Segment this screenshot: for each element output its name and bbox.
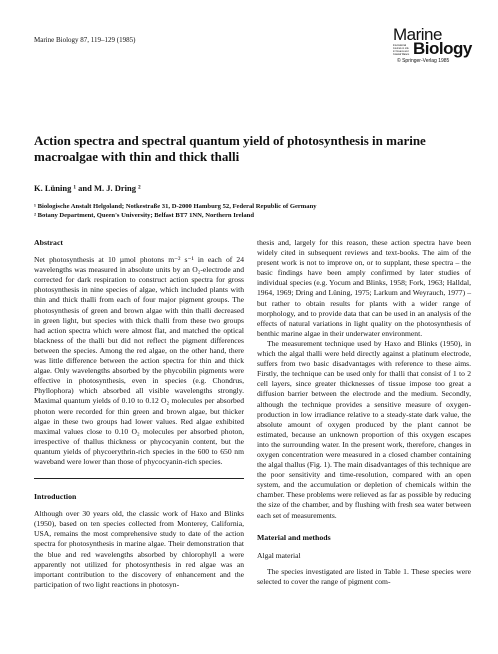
copyright-line: © Springer-Verlag 1985 [397,58,450,64]
logo-word-marine: Marine [393,25,442,44]
abstract-heading: Abstract [34,238,64,247]
logo-word-biology: Biology [413,39,472,58]
affiliations [34,202,474,220]
methods-text: The species investigated are listed in Table 1. These species were selected to cover the range of pigment com- [257,566,471,586]
introduction-heading: Introduction [34,492,77,502]
section-divider [34,478,244,479]
abstract-text: Net photosynthesis at 10 µmol photons m⁻² s⁻¹ in each of 24 wavelengths was measured in absolute units by an O₂-electrode and corrected for dark respiration to construct action spectra for gross photosynthesis in nine species of algae, which included plants with thin and thick thalli from each of four major pigment groups. The photosynthesis of green and brown algae with thin thalli decreased in green light, but species with thick thalli from these two groups had action spectra which were almost flat, and matched the optical blackness of the thalli but did not reflect the pigment differences between the species. Among the red algae, on the other hand, there was little difference between the action spectra for thin and thick algae. Only wavelengths absorbed by the phycobilin pigments were effective in photosynthesis, even in species (e.g. Chondrus, Phyllophora) which absorbed all visible wavelengths strongly. Maximal quantum yields of 0.10 to 0.12 O₂ molecules per absorbed photon were recorded for thin green and brown algae, but thicker algae in these two groups had lower values. Red algae exhibited maximal values close to 0.10 O₂ molecules per absorbed photon, irrespective of thallus thickness or phycocyanin content, but the quantum yields of phycoerythrin-rich species in the 600 to 650 nm waveband were lower than those of phycocyanin-rich species. [34,255,244,466]
logo-tagline: International Journal on Life in Oceans and Coastal Waters [393,44,410,56]
article-authors: K. Lüning ¹ and M. J. Dring ² [34,183,141,193]
journal-logo [393,25,473,64]
body-paragraph-1: thesis and, largely for this reason, these action spectra have been widely cited in subsequent reviews and text-books. The aim of the present work is not to improve on, or to supplant, these spectra – the basic findings have been amply confirmed by later studies of individual species (e.g. Yocum and Blinks, 1958; Fork, 1963; Halldal, 1964, 1969; Dring and Lüning, 1975; Larkum and Weyrauch, 1977) – but rather to obtain results for plants with a wider range of morphology, and to provide data that can be used in an analysis of the effects of natural variations in light quality on the photosynthesis of benthic marine algae in their underwater environment. [257,238,471,338]
methods-subheading: Algal material [257,550,301,560]
methods-heading: Material and methods [257,532,331,542]
introduction-text: Although over 30 years old, the classic work of Haxo and Blinks (1950), based on ten species collected from Monterey, California, USA, remains the most comprehensive study to date of the action spectra for photosynthesis in marine algae. Their demonstration that the blue and red wavelengths absorbed by chlorophyll a were apparently not utilized for photosynthesis in red algae was an important contribution to the discovery of enhancement and the participation of two light reactions in photosyn- [34,509,244,589]
journal-citation: Marine Biology 87, 119–129 (1985) [34,36,136,44]
right-column [257,238,471,587]
affiliation-1: ¹ Biologische Anstalt Helgoland; Notkestraße 31, D-2000 Hamburg 52, Federal Republic of Germany [34,203,317,210]
left-column [34,238,244,590]
affiliation-2: ² Botany Department, Queen's University; Belfast BT7 1NN, Northern Ireland [34,212,254,219]
body-paragraph-2: The measurement technique used by Haxo and Blinks (1950), in which the algal thalli were held directly against a platinum electrode, suffers from two basic disadvantages with reference to these aims. Firstly, the technique can be used only for thalli that consist of 1 to 2 cell layers, since greater thicknesses of tissue impose too great a diffusion barrier between the electrode and the medium. Secondly, although the technique provides a sensitive measure of oxygen-production in low irradiance relative to a steady-state dark value, the absolute amount of oxygen produced by the plant cannot be estimated, because an unknown proportion of this oxygen escapes into the surrounding water. In the present work, therefore, changes in oxygen concentration were measured in a closed chamber containing the algal thallus (Fig. 1). The main disadvantages of this technique are the poor sensitivity and time-resolution, compared with an open system, and the accumulation or depletion of chemicals within the chamber. These problems were relieved as far as possible by reducing the size of the chamber, and by flushing with fresh sea water between each set of measurements. [257,338,471,520]
article-title: Action spectra and spectral quantum yield of photosynthesis in marine macroalgae with thin and thick thalli [34,133,426,164]
